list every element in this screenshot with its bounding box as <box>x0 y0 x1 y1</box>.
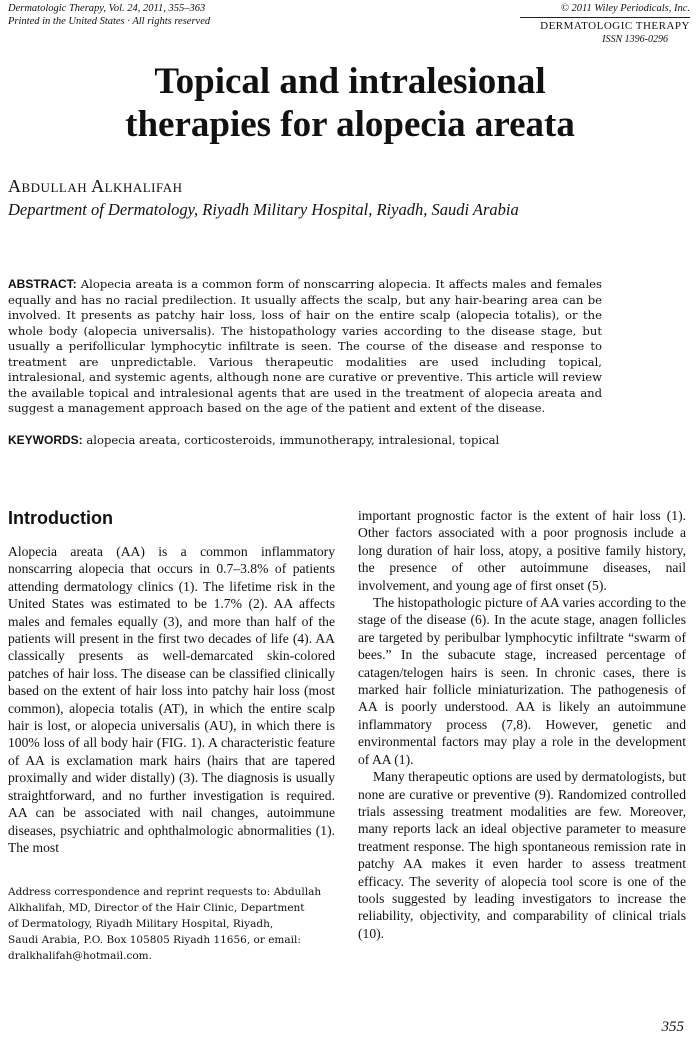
correspondence-line: Address correspondence and reprint requests to: Abdullah <box>8 886 322 898</box>
title-line-2: therapies for alopecia areata <box>125 104 575 145</box>
keywords-text: alopecia areata, corticosteroids, immunotherapy, intralesional, topical <box>86 433 500 447</box>
paragraph: important prognostic factor is the extent of hair loss (1). Other factors associated with a poor prognosis include a long duration of hair loss, atopy, a positive family history, the presence of other autoimmune diseases, nail involvement, and young age of first onset (5). <box>358 508 686 593</box>
page-number: 355 <box>661 1019 684 1035</box>
author-affiliation: Department of Dermatology, Riyadh Military Hospital, Riyadh, Saudi Arabia <box>8 200 519 219</box>
journal-masthead <box>520 2 690 46</box>
section-heading-introduction: Introduction <box>8 508 113 528</box>
correspondence-note <box>8 884 328 964</box>
abstract-text: Alopecia areata is a common form of nonscarring alopecia. It affects males and females equally and has no racial predilection. It usually affects the scalp, but any hair-bearing area can be involved. It presents as patchy hair loss, loss of hair on the entire scalp (alopecia totalis), or the whole body (alopecia universalis). The histopathology varies according to the disease stage, but usually a perifollicular lymphocytic infiltrate is seen. The course of the disease and response to treatment are unpredictable. Various therapeutic modalities are used including topical, intralesional, and systemic agents, although none are curative or preventive. This article will review the available topical and intralesional agents that are used in the treatment of alopecia areata and suggest a management approach based on the age of the patient and extent of the disease. <box>8 277 602 415</box>
correspondence-line: Alkhalifah, MD, Director of the Hair Clinic, Department <box>8 902 305 914</box>
correspondence-line: of Dermatology, Riyadh Military Hospital, Riyadh, <box>8 918 274 930</box>
keywords <box>8 433 602 448</box>
abstract-label: ABSTRACT: <box>8 277 77 291</box>
journal-volume-line: Dermatologic Therapy, Vol. 24, 2011, 355–363 <box>8 3 206 14</box>
printed-rights-line: Printed in the United States · All rights reserved <box>8 16 211 27</box>
paragraph: Alopecia areata (AA) is a common inflammatory nonscarring alopecia that occurs in 0.7–3.8% of patients attending dermatology clinics (1). The lifetime risk in the United States was estimated to be 1.7% (2). AA affects males and females equally (3), and more than half of the patients will present in the first two decades of life (4). AA classically presents as well-demarcated skin-colored patches of hair loss. The disease can be classified clinically based on the extent of hair loss into patchy hair loss (most common), alopecia totalis (AT), in which the entire scalp hair is lost, or alopecia universalis (AU), in which there is 100% loss of all body hair (FIG. 1). A characteristic feature of AA is exclamation mark hairs (hairs that are tapered proximally and wider distally) (3). The diagnosis is usually straightforward, and no further investigation is required. AA can be associated with nail changes, autoimmune diseases, psychiatric and ophthalmologic abnormalities (1). The most <box>8 544 335 855</box>
journal-name: DERMATOLOGIC THERAPY <box>540 20 690 32</box>
author-name: Abdullah Alkhalifah <box>8 176 183 196</box>
left-column <box>8 507 335 856</box>
copyright-notice: © 2011 Wiley Periodicals, Inc. <box>560 3 690 14</box>
right-column <box>358 507 686 942</box>
title-line-1: Topical and intralesional <box>154 61 546 102</box>
issn: ISSN 1396-0296 <box>602 34 668 45</box>
journal-citation <box>8 2 210 28</box>
article-title <box>0 60 700 146</box>
abstract <box>8 277 602 417</box>
keywords-label: KEYWORDS: <box>8 433 83 447</box>
paragraph: Many therapeutic options are used by dermatologists, but none are curative or preventive (9). Randomized controlled trials assessing treatment modalities are few. Moreover, many reports lack an ideal objective parameter to measure treatment response. The high spontaneous remission rate in patchy AA makes it even harder to assess treatment efficacy. The severity of alopecia tool score is one of the tools suggested by leading investigators to increase the reliability, objectivity, and comparability of clinical trials (10). <box>358 769 686 941</box>
correspondence-line: Saudi Arabia, P.O. Box 105805 Riyadh 11656, or email: <box>8 934 301 946</box>
paragraph: The histopathologic picture of AA varies according to the stage of the disease (6). In the acute stage, anagen follicles are targeted by peribulbar lymphocytic infiltrate “swarm of bees.” In the subacute stage, increased percentage of catagen/telogen hairs is seen. In chronic cases, there is marked hair follicle miniaturization. The pathogenesis of AA is poorly understood. AA is likely an autoimmune inflammatory process (7,8). However, genetic and environmental factors may play a role in the development of AA (1). <box>358 595 686 767</box>
correspondence-email: dralkhalifah@hotmail.com. <box>8 950 152 962</box>
masthead-rule <box>520 17 690 18</box>
